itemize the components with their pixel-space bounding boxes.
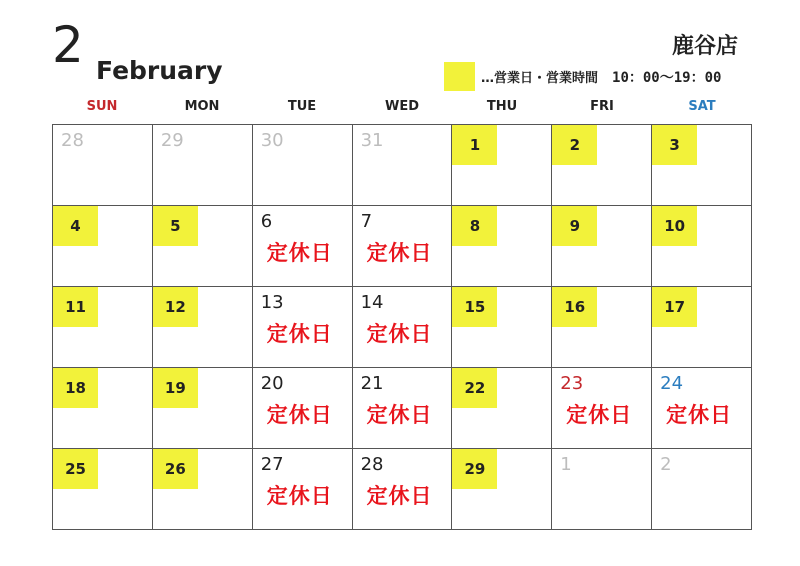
day-number: 24: [660, 373, 684, 394]
adjacent-month-day-number: 2: [660, 454, 672, 475]
day-cell: [53, 449, 153, 530]
business-day-number: 3: [652, 125, 697, 165]
closed-day-label: 定休日: [666, 403, 733, 427]
day-number: 23: [560, 373, 584, 394]
day-number: 21: [360, 373, 384, 394]
day-cell: [552, 206, 652, 287]
business-hours: 10：00〜19：00: [612, 69, 722, 86]
month-number: 2: [52, 16, 84, 74]
adjacent-month-day-number: 1: [560, 454, 572, 475]
business-day-number: 1: [452, 125, 497, 165]
day-cell: [53, 287, 153, 368]
store-name: 鹿谷店: [671, 34, 738, 59]
day-number: 27: [260, 454, 284, 475]
day-cell: [652, 368, 752, 449]
closed-day-label: 定休日: [366, 403, 433, 427]
business-day-number: 16: [552, 287, 597, 327]
day-number: 20: [260, 373, 284, 394]
weekday-sun: SUN: [86, 99, 118, 114]
adjacent-month-day-number: 29: [160, 130, 184, 151]
business-day-number: 15: [452, 287, 497, 327]
day-cell: [353, 368, 453, 449]
closed-day-label: 定休日: [266, 241, 333, 265]
day-cell: [153, 287, 253, 368]
day-cell: [452, 368, 552, 449]
weekday-header-row: [52, 99, 752, 114]
business-day-number: 8: [452, 206, 497, 246]
day-number: 13: [260, 292, 284, 313]
day-cell: [253, 449, 353, 530]
closed-day-label: 定休日: [266, 484, 333, 508]
day-cell: [253, 206, 353, 287]
business-day-number: 29: [452, 449, 497, 489]
adjacent-month-day-number: 31: [360, 130, 384, 151]
business-day-number: 5: [153, 206, 198, 246]
day-cell: [353, 125, 453, 206]
legend: [444, 62, 721, 91]
day-cell: [153, 449, 253, 530]
weekday-thu: THU: [486, 99, 518, 114]
day-number: 7: [360, 211, 373, 232]
adjacent-month-day-number: 30: [260, 130, 284, 151]
business-day-number: 10: [652, 206, 697, 246]
business-day-number: 2: [552, 125, 597, 165]
day-cell: [153, 206, 253, 287]
adjacent-month-day-number: 28: [61, 130, 84, 151]
business-day-number: 22: [452, 368, 497, 408]
calendar-grid: [52, 124, 752, 530]
weekday-wed: WED: [384, 99, 419, 114]
weekday-sat: SAT: [688, 99, 716, 114]
day-cell: [153, 368, 253, 449]
day-cell: [53, 125, 153, 206]
weekday-mon: MON: [184, 99, 220, 114]
day-cell: [452, 206, 552, 287]
legend-label: …営業日・営業時間: [481, 71, 599, 86]
day-cell: [552, 125, 652, 206]
day-cell: [652, 449, 752, 530]
day-cell: [53, 206, 153, 287]
closed-day-label: 定休日: [266, 322, 333, 346]
business-day-number: 17: [652, 287, 697, 327]
weekday-fri: FRI: [590, 99, 614, 114]
day-number: 14: [360, 292, 384, 313]
business-day-number: 11: [53, 287, 98, 327]
day-cell: [452, 287, 552, 368]
day-cell: [253, 368, 353, 449]
business-day-number: 9: [552, 206, 597, 246]
day-number: 6: [260, 211, 273, 232]
day-cell: [552, 287, 652, 368]
day-cell: [552, 368, 652, 449]
closed-day-label: 定休日: [366, 322, 433, 346]
weekday-tue: TUE: [287, 99, 317, 114]
business-day-number: 18: [53, 368, 98, 408]
business-day-swatch: [444, 62, 475, 91]
day-cell: [452, 449, 552, 530]
business-day-number: 4: [53, 206, 98, 246]
day-cell: [353, 287, 453, 368]
business-day-number: 25: [53, 449, 98, 489]
day-number: 28: [360, 454, 384, 475]
day-cell: [552, 449, 652, 530]
closed-day-label: 定休日: [366, 484, 433, 508]
day-cell: [652, 206, 752, 287]
day-cell: [652, 287, 752, 368]
day-cell: [353, 449, 453, 530]
business-day-number: 26: [153, 449, 198, 489]
day-cell: [652, 125, 752, 206]
day-cell: [452, 125, 552, 206]
day-cell: [53, 368, 153, 449]
day-cell: [353, 206, 453, 287]
day-cell: [253, 287, 353, 368]
month-name: February: [96, 56, 223, 85]
closed-day-label: 定休日: [366, 241, 433, 265]
closed-day-label: 定休日: [566, 403, 633, 427]
day-cell: [253, 125, 353, 206]
business-day-number: 19: [153, 368, 198, 408]
closed-day-label: 定休日: [266, 403, 333, 427]
business-day-number: 12: [153, 287, 198, 327]
day-cell: [153, 125, 253, 206]
